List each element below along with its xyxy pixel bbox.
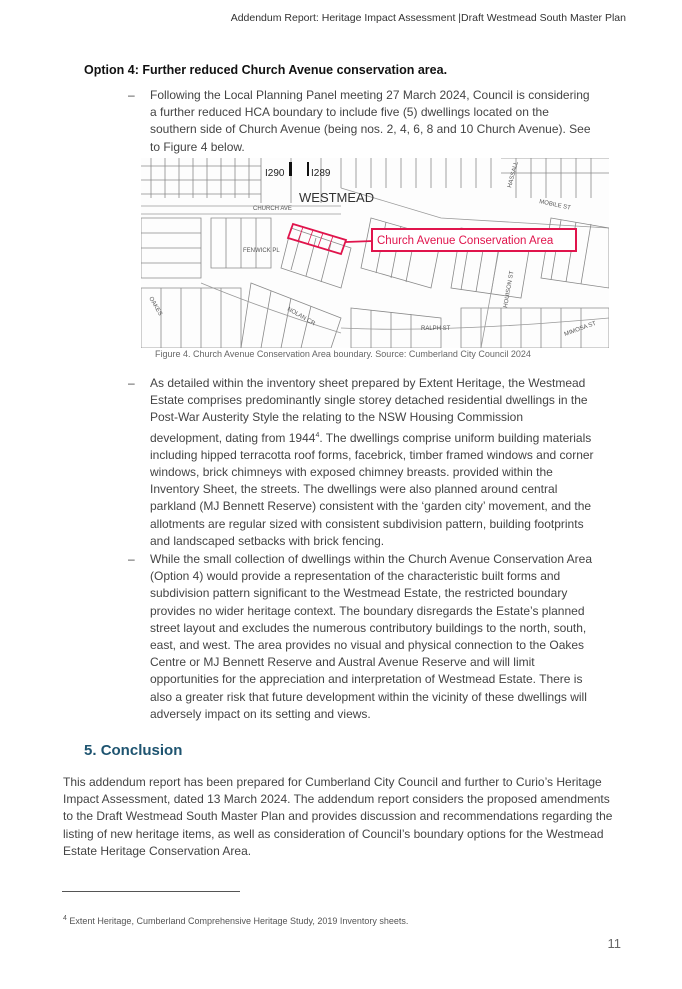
bullet-text-part: . The dwellings comprise uniform building materials including hipped terracotta roof forms, facebrick, timber framed windows and corner windows, brick chimneys with exposed chimney breasts. provided within the Inventory Sheet, the streets. The dwellings were also planned around central parkland (MJ Bennett Reserve) consistent with the ‘garden city’ movement, and the allotments are regular sized with consistent subdivision pattern, building footprints and landscaped setbacks with brick fencing. [150, 430, 594, 548]
figure-map [141, 158, 609, 348]
bullet-text-part: As detailed within the inventory sheet prepared by Extent Heritage, the Westmead Estate comprises predominantly single storey detached residential dwellings in the Post-War Austerity Style the relating to the NSW Housing Commission development, dating from 1944 [150, 376, 588, 445]
map-label-westmead: WESTMEAD [299, 190, 375, 205]
conclusion-paragraph: This addendum report has been prepared for Cumberland City Council and further to Curio’s Heritage Impact Assessment, dated 13 March 2024. The addendum report considers the proposed amendments to the Draft Westmead South Master Plan and provides discussion and recommendations regarding the listing of new heritage items, as well as consideration of Council’s boundary options for the Westmead Estate Heritage Conservation Area. [63, 775, 613, 858]
callout-box [372, 229, 576, 251]
map-label-nolan: NOLAN CR [286, 306, 316, 328]
bullet-text [150, 375, 597, 550]
footnote-marker: 4 [63, 915, 67, 922]
map-label-houison: HOUISON ST [503, 270, 516, 309]
bullet-dash: – [128, 552, 135, 566]
footnote-divider [62, 891, 240, 892]
map-label-i289: I289 [311, 168, 331, 179]
footnote-reference[interactable]: 4 [315, 431, 320, 439]
bullet-text: Following the Local Planning Panel meeting 27 March 2024, Council is considering a further reduced HCA boundary to include five (5) dwellings located on the southern side of Church Avenue (being nos. 2, 4, 6, 8 and 10 Church Avenue). See to Figure 4 below. [150, 88, 591, 154]
conservation-area-boundary [288, 224, 373, 254]
map-label-mobile: MOBILE ST [538, 199, 572, 212]
option-heading: Option 4: Further reduced Church Avenue conservation area. [84, 63, 448, 77]
bullet-dash: – [128, 376, 135, 390]
map-label-oakes: OAKES [147, 296, 163, 317]
section-heading [84, 742, 182, 759]
bullet-text: While the small collection of dwellings within the Church Avenue Conservation Area (Option 4) would provide a representation of the characteristic built forms and subdivision pattern significant to the Westmead Estate, the restricted boundary provides no wider heritage context. The boundary disregards the Estate’s planned street layout and excludes the numerous contributory buildings to the north, south, east, and west. The area provides no visual and physical connection to the Oakes Centre or MJ Bennett Reserve and Austral Avenue Reserve and will limit opportunities for the appreciation and interpretation of Westmead Estate. There is also a greater risk that future development within the vicinity of these dwellings will adversely impact on its setting and views. [150, 552, 593, 721]
church-avenue-map [141, 158, 609, 348]
map-label-mimosa: MIMOSA ST [563, 320, 598, 338]
map-label-fenwick: FENWICK PL [243, 248, 280, 254]
page-number: 11 [607, 936, 621, 951]
callout-label: Church Avenue Conservation Area [377, 235, 554, 247]
figure-caption: Figure 4. Church Avenue Conservation Area boundary. Source: Cumberland City Council 2024 [155, 349, 531, 359]
footnote [63, 915, 408, 926]
section-number: 5. [84, 742, 97, 759]
map-label-hassall: HASSALL [507, 160, 520, 189]
bullet-dash: – [128, 88, 135, 102]
running-header: Addendum Report: Heritage Impact Assessment |Draft Westmead South Master Plan [230, 12, 626, 24]
map-label-i290: I290 [265, 168, 285, 179]
map-label-ralph: RALPH ST [421, 326, 451, 332]
map-label-church-ave: CHURCH AVE [253, 206, 292, 212]
section-title: Conclusion [100, 742, 183, 759]
footnote-text: Extent Heritage, Cumberland Comprehensive Heritage Study, 2019 Inventory sheets. [66, 916, 409, 926]
